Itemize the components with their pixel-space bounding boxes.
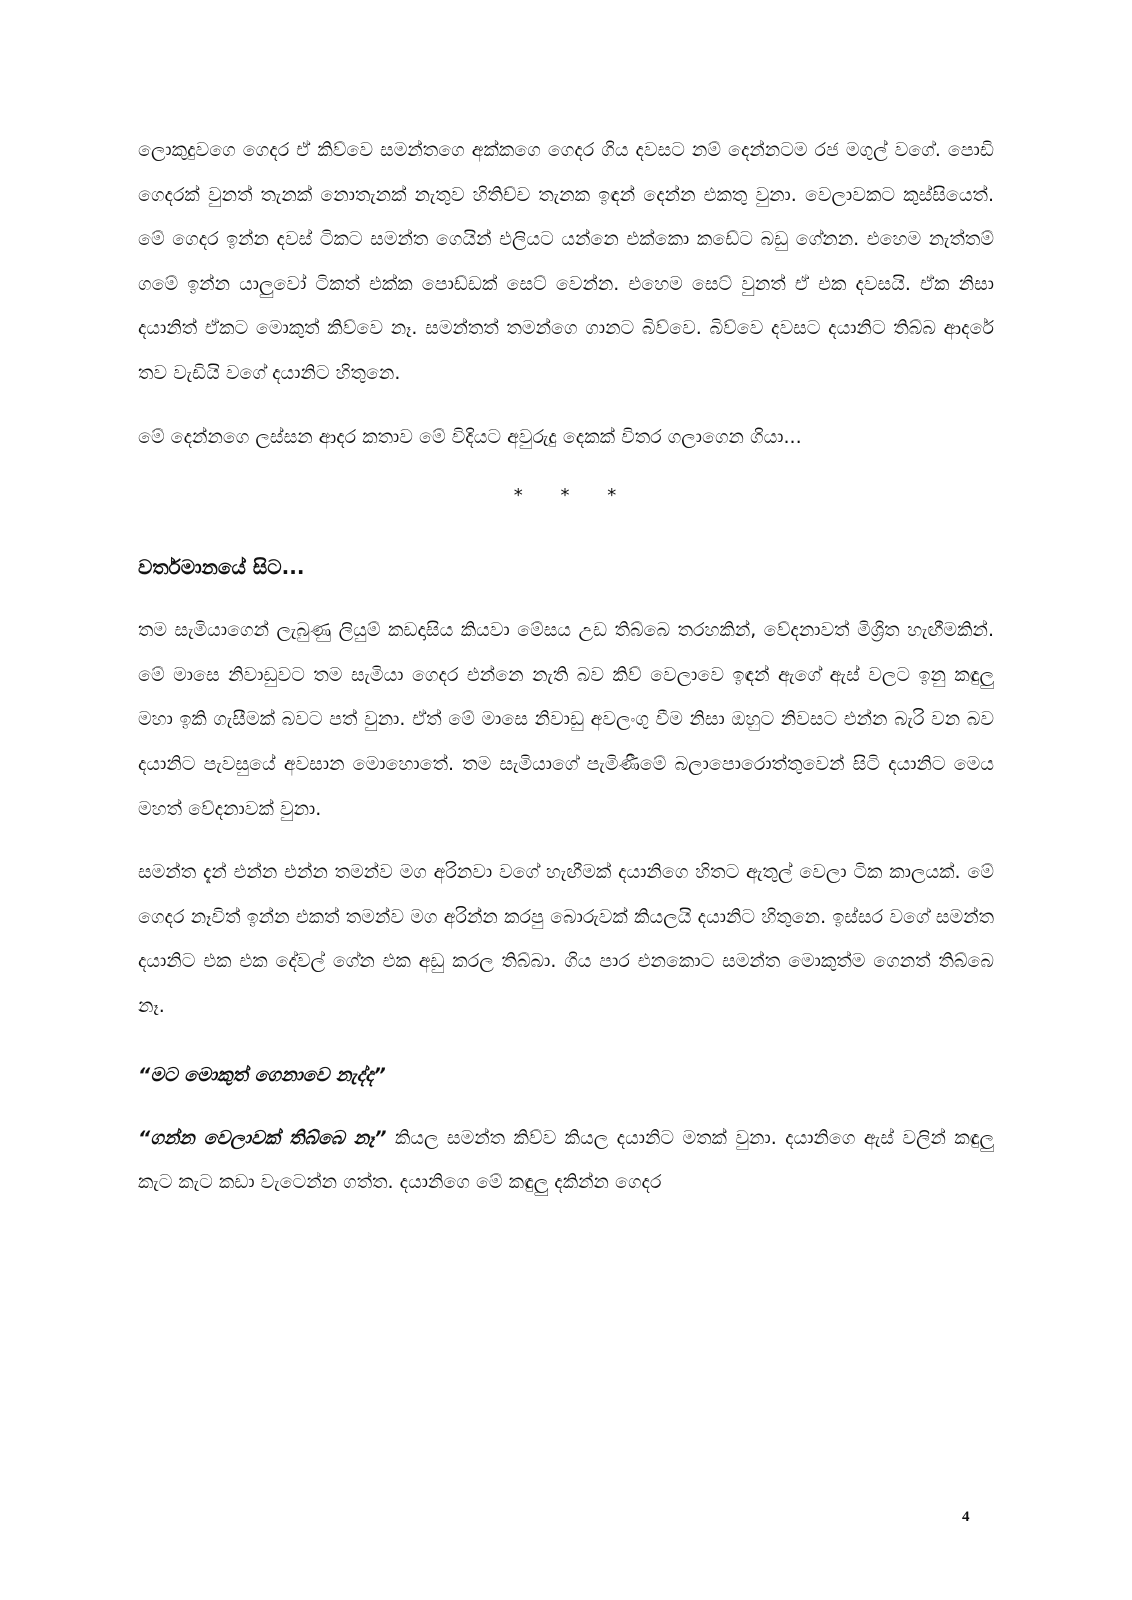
paragraph: තම සැමියාගෙන් ලැබුණු ලියුම් කඩදාසිය කියවා මේසය උඩ තිබ්බෙ තරහකින්, වේදනාවත් මිශ්‍රිත හැඟීමකින්. මේ මාසෙ නිවාඩුවට තම සැමියා ගෙදර එන්නෙ නැති බව කිව් වෙලාවෙ ඉඳන් ඇගේ ඇස් වලට ඉනු කඳුලු මහා ඉකි ගැසීමක් බවට පත් වුනා. ඒත් මේ මාසෙ නිවාඩු අවලංගු වීම නිසා ඔහුට නිවසට එන්න බැරි වන බව දයානිට පැවසුයේ අවසාන මොහොතේ. තම සැමියාගේ පැමිණීමේ බලාපොරොත්තුවෙන් සිටි දයානිට මෙය මහත් වේදනාවක් වුනා. [138,619,994,820]
page-body [138,128,994,1205]
paragraph [138,1116,994,1205]
paragraph: ලොකුදුවගෙ ගෙදර ඒ කිව්වෙ සමන්තගෙ අක්කගෙ ගෙදර ගිය දවසට නම් දෙන්නටම රජ මගුල් වගේ. පොඩි ගෙදරක් වුනත් තැනක් නොතැනක් නැතුව හිතිච්ච තැනක ඉඳන් දෙන්න එකතු වුනා. වෙලාවකට කුස්සියෙත්. මේ ගෙදර ඉන්න දවස් ටිකට සමන්ත ගෙයින් එලියට යන්නෙ එක්කො කඩේට බඩු ගේනන. එහෙම නැත්තම් ගමේ ඉන්න යාලුවෝ ටිකත් එක්ක පොඩ්ඩක් සෙට් වෙන්න. එහෙම සෙට් වුනත් ඒ එක දවසයි. ඒක නිසා දයානිත් ඒකට මොකුත් කිව්වෙ නෑ. සමන්තත් තමන්ගෙ ගානට බිව්වෙ. බිව්වෙ දවසට දයානිට තිබ්බ ආදරේ තව වැඩියි වගේ දයානිට හිතුනෙ. [138,139,994,384]
section-heading: වර්තමානයේ සිට... [138,555,305,580]
paragraph: මේ දෙන්නගෙ ලස්සන ආදර කතාව මේ විදියට අවුරුදු දෙකක් විතර ගලාගෙන ගියා... [138,425,802,448]
paragraph: සමන්ත දැන් එන්න එන්න තමන්ව මග අරිනවා වගේ හැඟීමක් දයානිගෙ හිතට ඇතුල් වෙලා ටික කාලයක්. මේ ගෙදර නෑවිත් ඉන්න එකත් තමන්ව මග අරින්න කරපු බොරුවක් කියලයි දයානිට හිතුනෙ. ඉස්සර වගේ සමන්ත දයානිට එක එක දේවල් ගේන එක අඩු කරල තිබ්බා. ගිය පාර එනකොට සමන්ත මොකුත්ම ගෙනත් තිබ්බෙ නෑ. [138,861,994,1017]
dialogue-quote: “ගන්න වෙලාවක් තිබ්බෙ නෑ” [138,1126,387,1149]
section-separator: * * * [513,485,633,507]
paragraph-text: කියල සමන්ත කිව්ව කියල දයානිට මතක් වුනා. දයානිගෙ ඇස් වලින් කඳුලු කැට කැට කඩා වැටෙන්න ගත්ත. දයානිගෙ මේ කඳුලු දකින්න ගෙදර [138,1126,994,1194]
page-number: 4 [962,1509,970,1525]
dialogue-quote: “මට මොකුත් ගෙනාවෙ නැද්ද” [138,1063,386,1086]
